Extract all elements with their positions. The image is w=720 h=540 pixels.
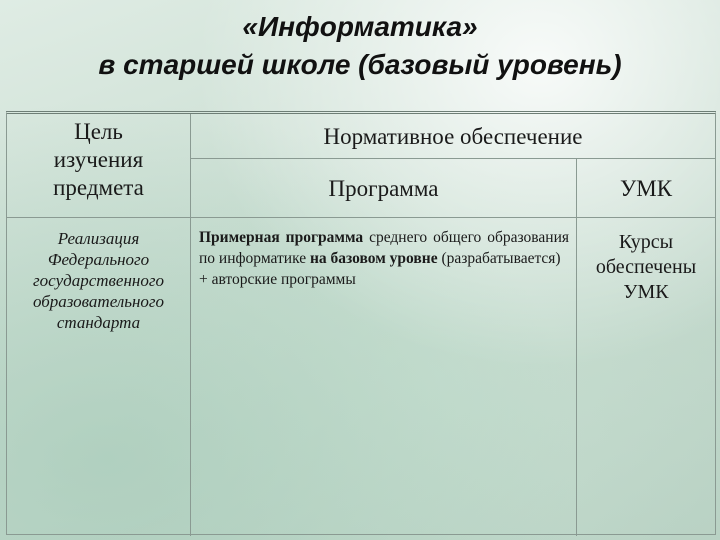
row-goal-line: государственного <box>33 271 164 290</box>
program-paragraph <box>199 227 569 269</box>
program-text-2: (разрабатывается) <box>437 250 561 267</box>
row-goal-line: образовательного <box>32 292 165 311</box>
program-text-1: среднего общего образования по информатике <box>199 229 570 267</box>
title-line-1: «Информатика» <box>242 11 478 42</box>
row-umk-line: Курсы <box>618 231 674 253</box>
row-goal <box>7 228 190 333</box>
row-umk-line: УМК <box>623 281 669 303</box>
program-author-line: + авторские программы <box>199 271 356 288</box>
row-program <box>199 227 569 290</box>
header-subdivider <box>191 158 715 159</box>
row-umk-line: обеспечены <box>595 256 697 278</box>
header-goal-line: изучения <box>53 147 144 172</box>
title-line-2: в старшей школе (базовый уровень) <box>98 49 622 80</box>
header-normative: Нормативное обеспечение <box>323 124 583 149</box>
program-bold-title: Примерная программа <box>199 229 364 246</box>
header-goal-line: Цель <box>74 119 123 144</box>
program-bold-level: на базовом уровне <box>309 250 438 267</box>
slide-title <box>0 8 720 84</box>
standards-table <box>6 111 716 535</box>
header-umk: УМК <box>619 176 673 201</box>
row-goal-line: Реализация <box>57 229 140 248</box>
row-goal-line: Федерального <box>47 250 150 269</box>
row-goal-line: стандарта <box>56 313 141 332</box>
header-row-divider <box>7 217 715 218</box>
row-umk <box>577 230 715 305</box>
column-divider-2 <box>576 158 577 536</box>
header-goal <box>7 118 190 202</box>
header-program: Программа <box>328 176 439 201</box>
header-goal-line: предмета <box>53 175 144 200</box>
